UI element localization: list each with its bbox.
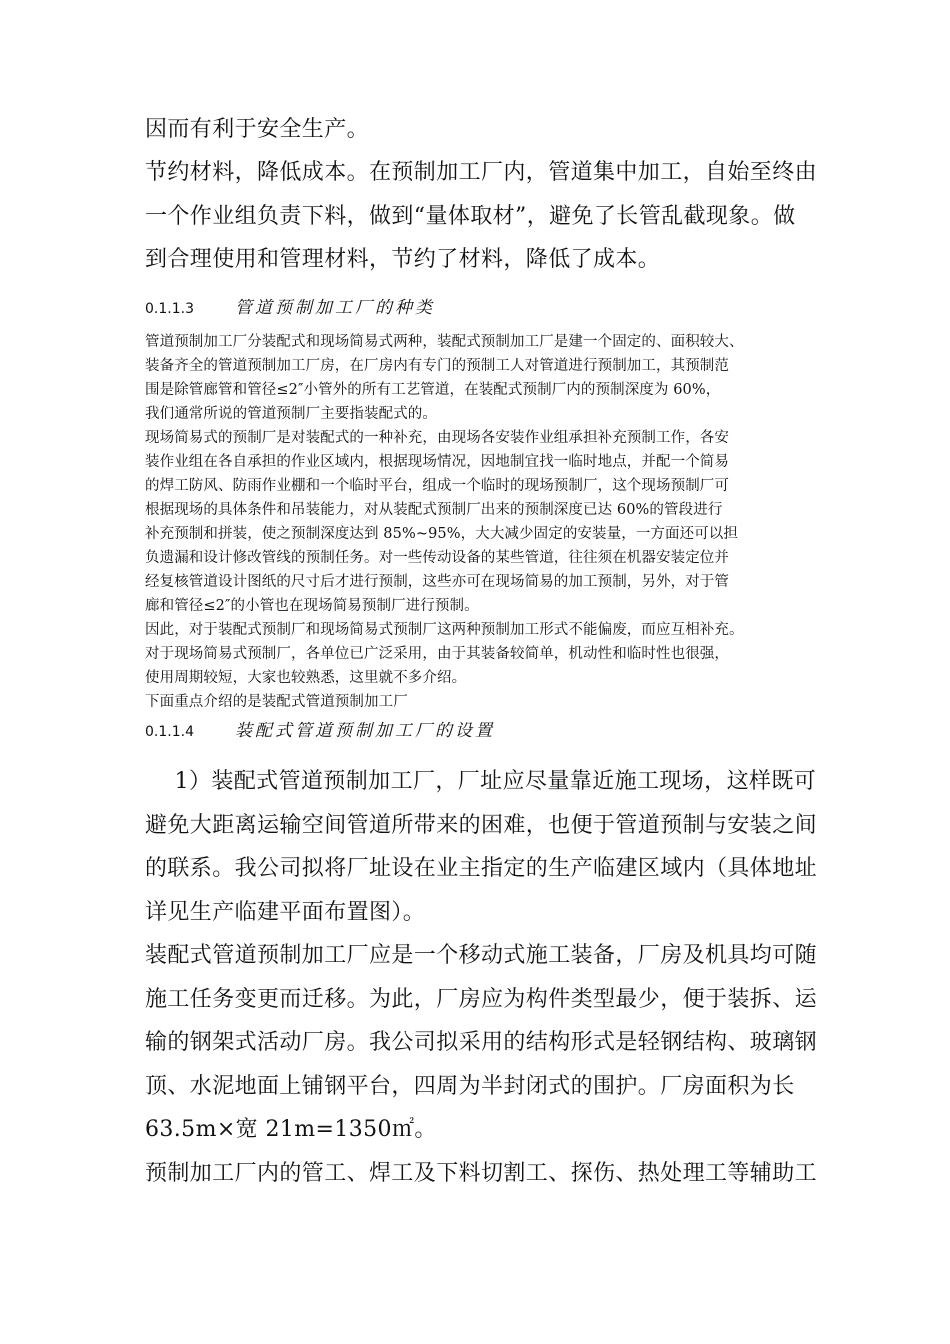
section-title: 装配式管道预制加工厂的设置	[235, 721, 495, 741]
body-line: 根据现场的具体条件和吊装能力，对从装配式预制厂出来的预制深度已达 60%的管段进行	[145, 502, 723, 518]
paragraph-line: 到合理使用和管理材料，节约了材料，降低了成本。	[145, 247, 661, 272]
paragraph-line: 的联系。我公司拟将厂址设在业主指定的生产临建区域内（具体地址	[145, 856, 818, 881]
paragraph-line: 因而有利于安全生产。	[145, 117, 370, 142]
body-line: 我们通常所说的管道预制厂主要指装配式的。	[145, 406, 437, 422]
paragraph-line: 详见生产临建平面布置图）。	[145, 900, 426, 925]
paragraph-line: 节约材料，降低成本。在预制加工厂内，管道集中加工，自始至终由	[145, 160, 818, 185]
paragraph-line: 预制加工厂内的管工、焊工及下料切割工、探伤、热处理工等辅助工	[145, 1161, 818, 1186]
body-line: 装备齐全的管道预制加工厂房，在厂房内有专门的预制工人对管道进行预制加工，其预制范	[145, 358, 729, 374]
section-number: 0.1.1.4	[145, 724, 194, 740]
paragraph-line: 施工任务变更而迁移。为此，厂房应为构件类型最少，便于装拆、运	[145, 987, 818, 1012]
body-line: 廊和管径≤2″的小管也在现场简易预制厂进行预制。	[145, 598, 479, 614]
section-heading	[145, 293, 435, 318]
section-heading	[145, 716, 495, 741]
paragraph-line: 一个作业组负责下料，做到“量体取材”，避免了长管乱截现象。做	[145, 204, 796, 229]
body-line: 下面重点介绍的是装配式管道预制加工厂	[145, 694, 408, 710]
body-line: 装作业组在各自承担的作业区域内，根据现场情况，因地制宜找一临时地点，并配一个简易	[145, 454, 729, 470]
paragraph-line: 输的钢架式活动厂房。我公司拟采用的结构形式是轻钢结构、玻璃钢	[145, 1030, 818, 1055]
body-line: 因此，对于装配式预制厂和现场简易式预制厂这两种预制加工形式不能偏废，而应互相补充。	[145, 622, 744, 638]
paragraph-line: 顶、水泥地面上铺钢平台，四周为半封闭式的围护。厂房面积为长	[145, 1074, 795, 1099]
body-line: 补充预制和拼装，使之预制深度达到 85%~95%，大大减少固定的安装量，一方面还可以担	[145, 526, 739, 542]
body-line: 现场简易式的预制厂是对装配式的一种补充，由现场各安装作业组承担补充预制工作，各安	[145, 430, 729, 446]
section-number: 0.1.1.3	[145, 301, 194, 317]
section-title: 管道预制加工厂的种类	[235, 298, 435, 318]
body-line: 使用周期较短，大家也较熟悉，这里就不多介绍。	[145, 670, 467, 686]
body-line: 管道预制加工厂分装配式和现场简易式两种，装配式预制加工厂是建一个固定的、面积较大、	[145, 334, 744, 350]
body-line: 经复核管道设计图纸的尺寸后才进行预制，这些亦可在现场简易的加工预制，另外，对于管	[145, 574, 729, 590]
body-line: 负遗漏和设计修改管线的预制任务。对一些传动设备的某些管道，往往须在机器安装定位并	[145, 550, 729, 566]
paragraph-line: 63.5m×宽 21m=1350㎡。	[145, 1117, 437, 1142]
paragraph-line: 1）装配式管道预制加工厂，厂址应尽量靠近施工现场，这样既可	[145, 769, 817, 794]
paragraph-line: 避免大距离运输空间管道所带来的困难，也便于管道预制与安装之间	[145, 813, 818, 838]
body-line: 围是除管廊管和管径≤2″小管外的所有工艺管道，在装配式预制厂内的预制深度为 60%，	[145, 382, 721, 398]
body-line: 的焊工防风、防雨作业棚和一个临时平台，组成一个临时的现场预制厂，这个现场预制厂可	[145, 478, 729, 494]
paragraph-line: 装配式管道预制加工厂应是一个移动式施工装备，厂房及机具均可随	[145, 943, 818, 968]
body-line: 对于现场简易式预制厂，各单位已广泛采用，由于其装备较简单，机动性和临时性也很强，	[145, 646, 729, 662]
